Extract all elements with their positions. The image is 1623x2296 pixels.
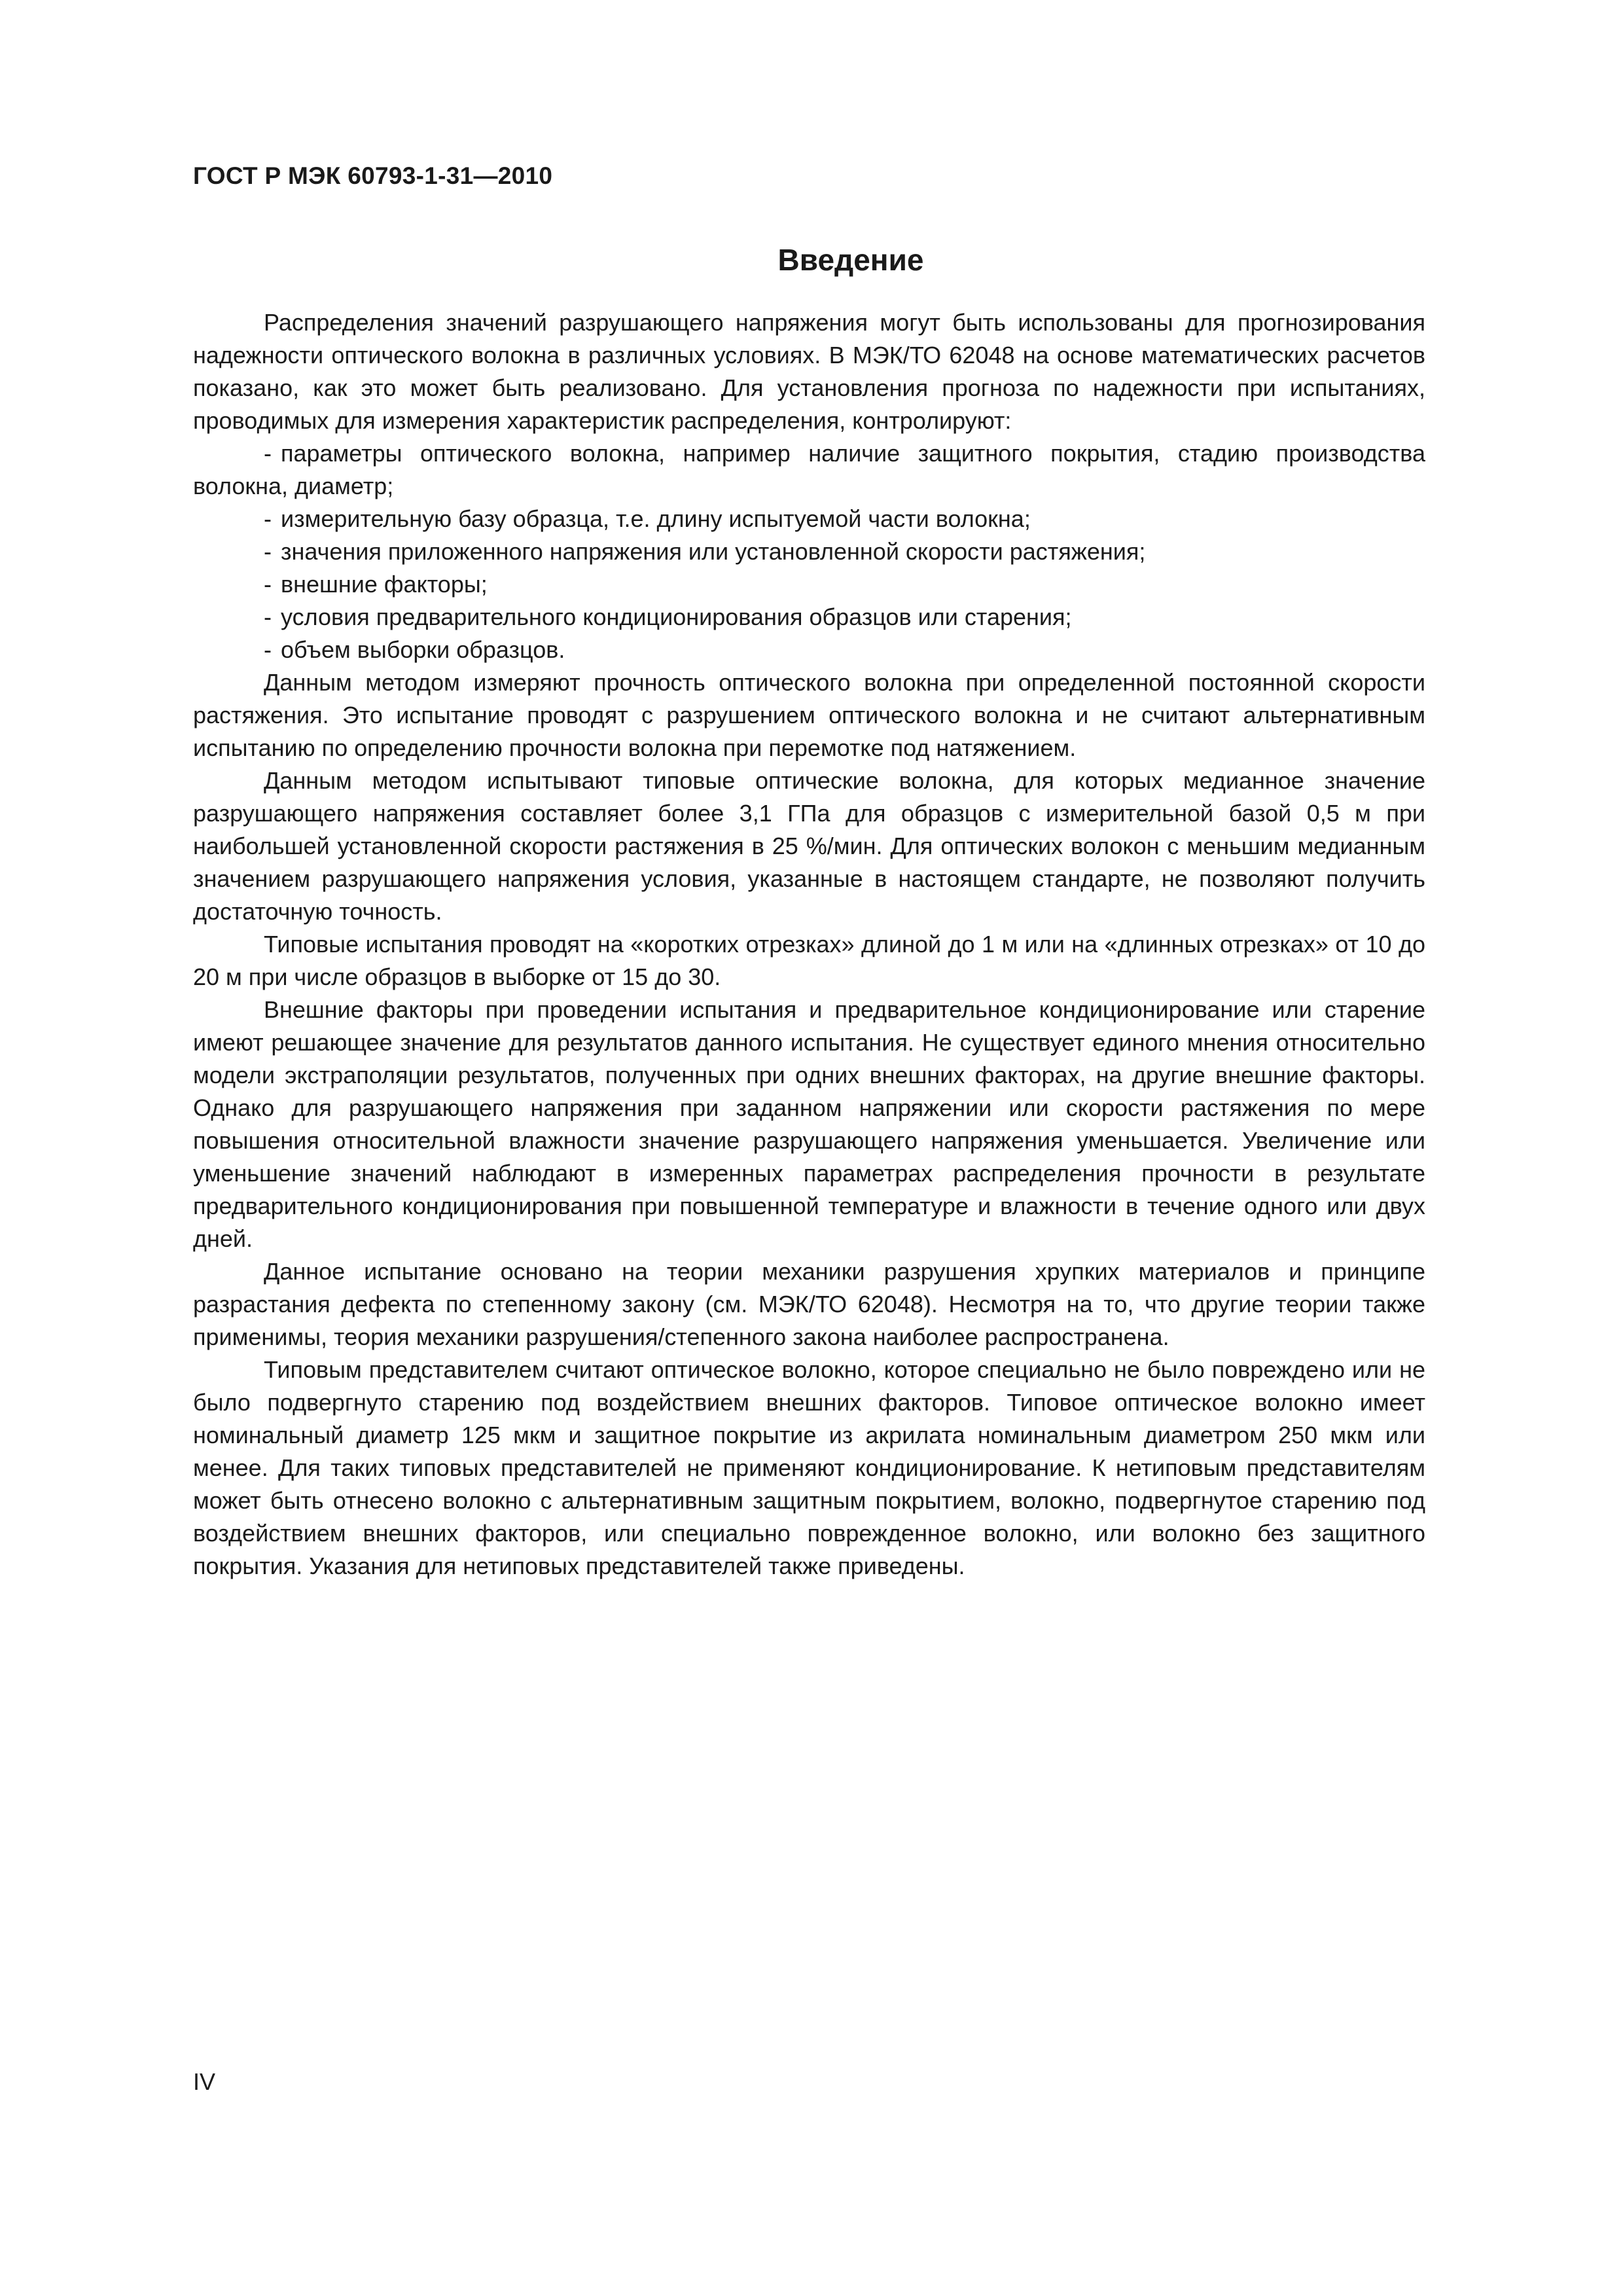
paragraph-typical-representative: Типовым представителем считают оптическое волокно, которое специально не было повреждено или не было подвергнуто старению под воздействием внешних факторов. Типовое оптическое волокно имеет номинальный диаметр 125 мкм и защитное покрытие из акрилата номинальным диаметром 250 мкм или менее. Для таких типовых представителей не применяют кондиционирование. К нетиповым представителям может быть отнесено волокно с альтернативным защитным покрытием, волокно, подвергнутое старению под воздействием внешних факторов, или специально поврежденное волокно, или волокно без защитного покрытия. Указания для нетиповых представителей также приведены.: [193, 1356, 1425, 1579]
paragraph-typical-fibers: Данным методом испытывают типовые оптические волокна, для которых медианное значение разрушающего напряжения составляет более 3,1 ГПа для образцов с измерительной базой 0,5 м при наибольшей установленной скорости растяжения в 25 %/мин. Для оптических волокон с меньшим медианным значением разрушающего напряжения условия, указанные в настоящем стандарте, не позволяют получить достаточную точность.: [193, 767, 1425, 925]
list-item: - внешние факторы;: [264, 571, 488, 598]
list-item: - условия предварительного кондиционирования образцов или старения;: [264, 603, 1072, 630]
list-item: - параметры оптического волокна, например наличие защитного покрытия, стадию производства волокна, диаметр;: [193, 440, 1425, 499]
paragraph-external-factors: Внешние факторы при проведении испытания и предварительное кондиционирование или старение имеют решающее значение для результатов данного испытания. Не существует единого мнения относительно модели экстраполяции результатов, полученных при одних внешних факторах, на другие внешние факторы. Однако для разрушающего напряжения при заданном напряжении или скорости растяжения по мере повышения относительной влажности значение разрушающего напряжения уменьшается. Увеличение или уменьшение значений наблюдают в измеренных параметрах распределения прочности в результате предварительного кондиционирования при повышенной температуре и влажности в течение одного или двух дней.: [193, 996, 1425, 1252]
list-marker: -: [264, 440, 272, 467]
list-item: - значения приложенного напряжения или установленной скорости растяжения;: [264, 538, 1146, 565]
list-marker: -: [264, 636, 272, 663]
list-item: - измерительную базу образца, т.е. длину испытуемой части волокна;: [264, 505, 1031, 532]
list-marker: -: [264, 571, 272, 598]
section-title: Введение: [777, 243, 924, 277]
page-number: IV: [193, 2068, 216, 2095]
document-code-header: ГОСТ Р МЭК 60793-1-31—2010: [193, 162, 553, 189]
list-item: - объем выборки образцов.: [264, 636, 565, 663]
paragraph-method: Данным методом измеряют прочность оптического волокна при определенной постоянной скорости растяжения. Это испытание проводят с разрушением оптического волокна и не считают альтернативным испытанию по определению прочности волокна при перемотке под натяжением.: [193, 669, 1425, 761]
intro-paragraph: Распределения значений разрушающего напряжения могут быть использованы для прогнозирования надежности оптического волокна в различных условиях. В МЭК/ТО 62048 на основе математических расчетов показано, как это может быть реализовано. Для установления прогноза по надежности при испытаниях, проводимых для измерения характеристик распределения, контролируют:: [193, 309, 1425, 434]
controlled-parameters-list: [193, 437, 1425, 666]
paragraph-typical-tests: Типовые испытания проводят на «коротких отрезках» длиной до 1 м или на «длинных отрезках» от 10 до 20 м при числе образцов в выборке от 15 до 30.: [193, 931, 1425, 990]
document-body: [193, 306, 1425, 1583]
paragraph-theory: Данное испытание основано на теории механики разрушения хрупких материалов и принципе разрастания дефекта по степенному закону (см. МЭК/ТО 62048). Несмотря на то, что другие теории также применимы, теория механики разрушения/степенного закона наиболее распространена.: [193, 1258, 1425, 1350]
list-marker: -: [264, 538, 272, 565]
list-marker: -: [264, 505, 272, 532]
list-marker: -: [264, 603, 272, 630]
